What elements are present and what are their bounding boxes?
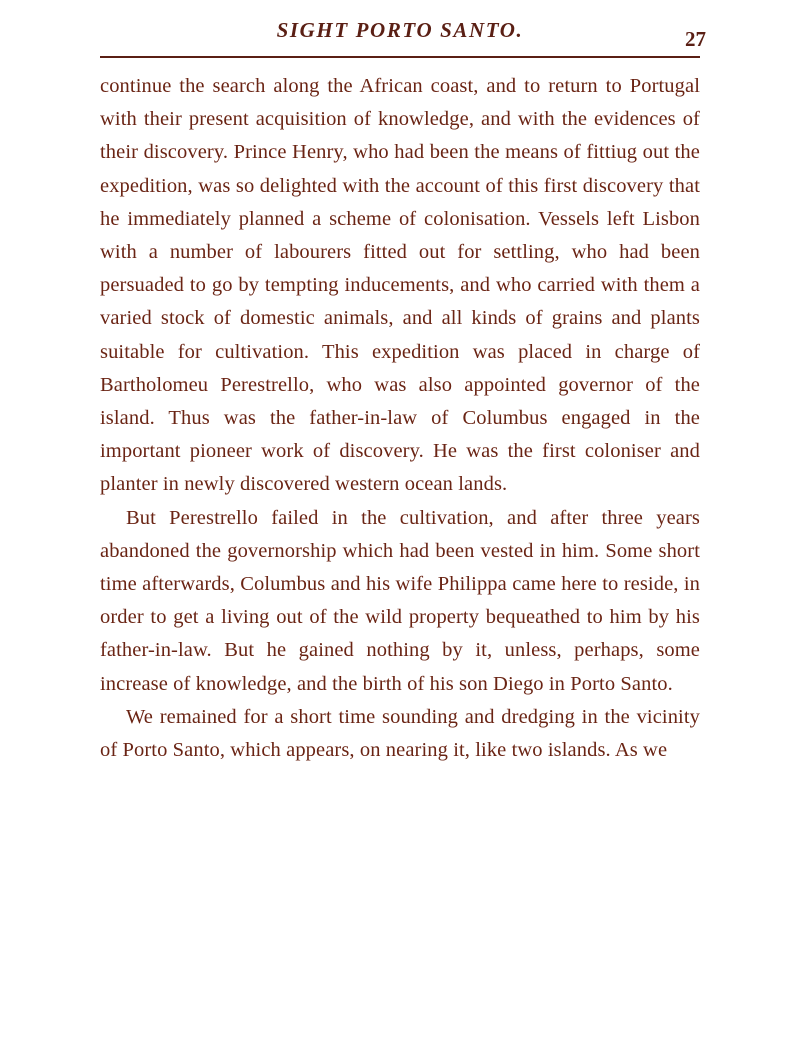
paragraph: We remained for a short time sounding and dredging in the vicinity of Porto Santo, which appears, on nearing it, like two islands. As we <box>100 705 700 762</box>
running-head <box>100 18 706 52</box>
paragraph: But Perestrello failed in the cultivation, and after three years abandoned the governorship which had been vested in him. Some short time afterwards, Columbus and his wife Philippa came here to reside, in order to get a living out of the wild property bequeathed to him by his father-in-law. But he gained nothing by it, unless, perhaps, some increase of knowledge, and the birth of his son Diego in Porto Santo. <box>100 506 700 695</box>
paragraph: continue the search along the African coast, and to return to Portugal with their present acquisition of knowledge, and with the evidences of their discovery. Prince Henry, who had been the means of fittiug out the expedition, was so delighted with the account of this first discovery that he immediately planned a scheme of colonisation. Vessels left Lisbon with a number of labourers fitted out for settling, who had been persuaded to go by tempting inducements, and who carried with them a varied stock of domestic animals, and all kinds of grains and plants suitable for cultivation. This expedition was placed in charge of Bartholomeu Perestrello, who was also appointed governor of the island. Thus was the father-in-law of Columbus engaged in the important pioneer work of discovery. He was the first coloniser and planter in newly discovered western ocean lands. <box>100 75 700 496</box>
page-number: 27 <box>685 27 706 51</box>
running-title: SIGHT PORTO SANTO. <box>276 18 524 42</box>
body-text <box>100 70 700 767</box>
header-divider <box>100 56 700 58</box>
